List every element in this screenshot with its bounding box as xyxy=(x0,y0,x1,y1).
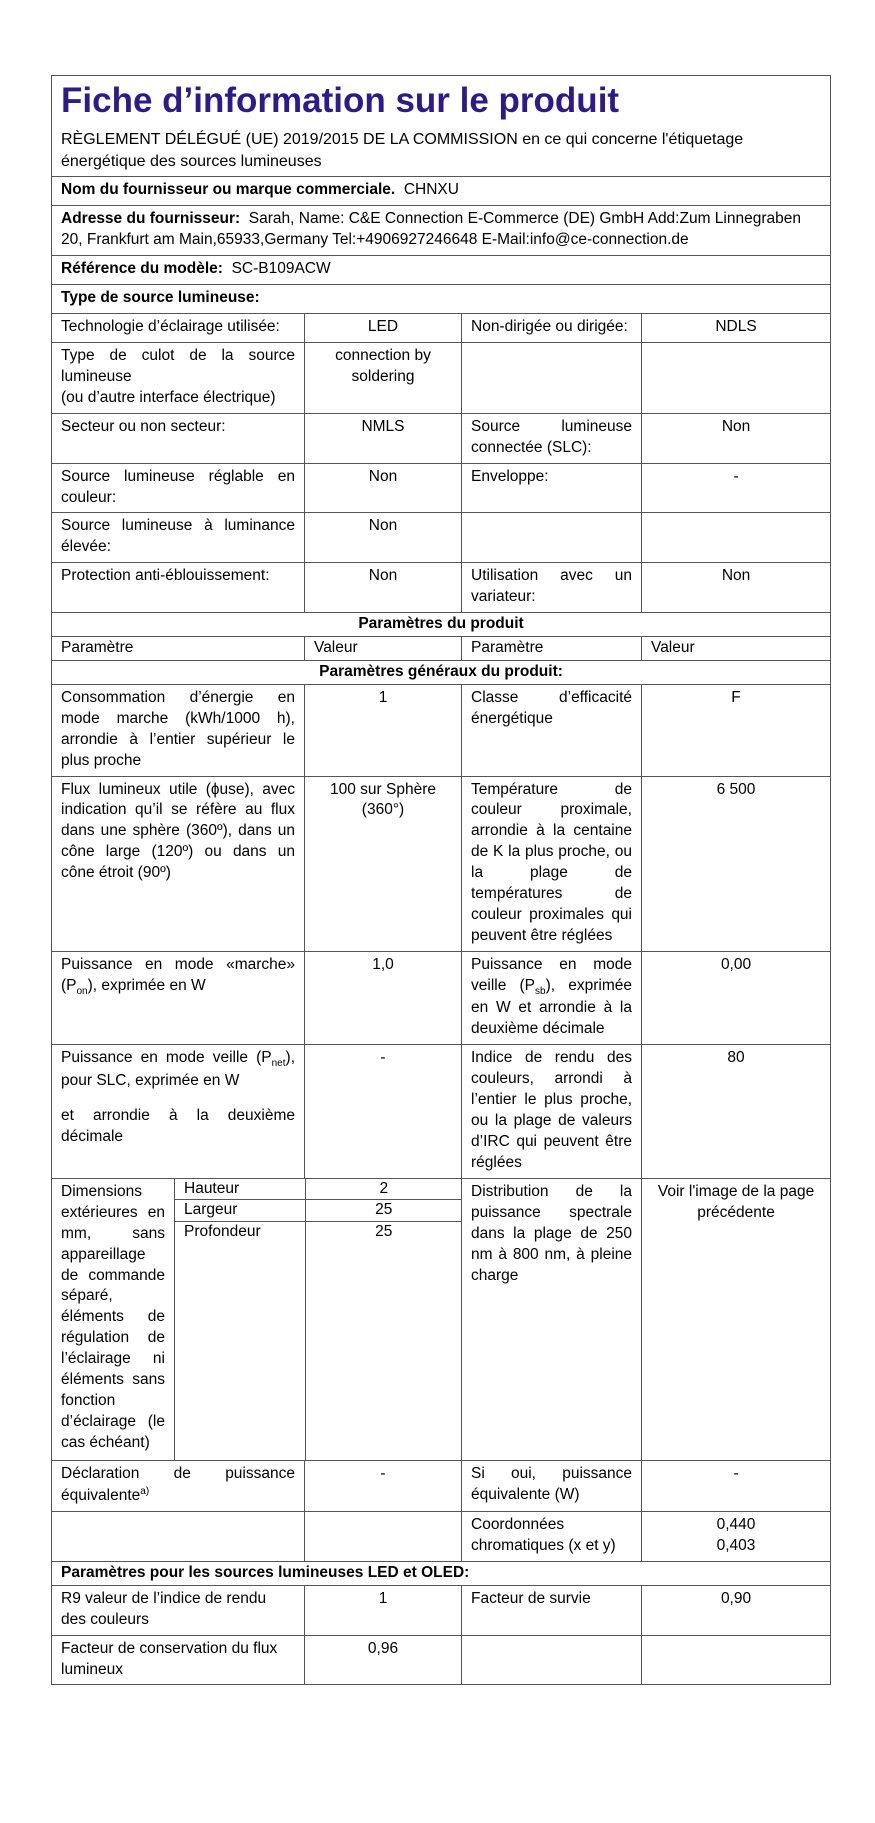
high-luminance-value: Non xyxy=(305,513,462,563)
pnet-label-text: Puissance en mode veille (P xyxy=(61,1049,272,1067)
depth-value: 25 xyxy=(375,1223,393,1241)
table-row xyxy=(52,314,831,343)
survival-factor-value: 0,90 xyxy=(642,1585,831,1635)
equivalent-power-text: Déclaration de puissance équivalente xyxy=(61,1465,295,1505)
width-label: Largeur xyxy=(175,1200,305,1222)
regulation-text: RÈGLEMENT DÉLÉGUÉ (UE) 2019/2015 DE LA COMMISSION en ce qui concerne l'étiquetage énergétique des sources lumineuses xyxy=(61,131,744,170)
pnet-label-line-2: et arrondie à la deuxième décimale xyxy=(61,1106,295,1145)
tech-value: LED xyxy=(305,314,462,343)
empty-cell xyxy=(642,513,831,563)
flux-value: 100 sur Sphère (360°) xyxy=(305,776,462,951)
cri-value: 80 xyxy=(642,1045,831,1179)
depth-label: Profondeur xyxy=(175,1222,305,1461)
equivalent-power-label xyxy=(52,1461,305,1512)
chromaticity-value xyxy=(642,1512,831,1562)
flux-label: Flux lumineux utile (ɸuse), avec indication qu’il se réfère au flux dans une sphère (360º), dans un cône large (120º) ou dans un cône étroit (90º) xyxy=(52,776,305,951)
empty-cell xyxy=(642,342,831,413)
col-header-parameter: Paramètre xyxy=(462,637,642,661)
cap-value: connection by soldering xyxy=(305,342,462,413)
led-oled-heading: Paramètres pour les sources lumineuses LED et OLED: xyxy=(52,1561,831,1585)
r9-value: 1 xyxy=(305,1585,462,1635)
supplier-address-value: Sarah, Name: C&E Connection E-Commerce (DE) GmbH Add:Zum Linnegraben 20, Frankfurt am Main,65933,Germany Tel:+4906927246648 E-Mail:info@ce-connection.de xyxy=(61,210,801,249)
empty-cell xyxy=(642,1635,831,1685)
psb-value: 0,00 xyxy=(642,951,831,1044)
cct-value: 6 500 xyxy=(642,776,831,951)
table-row xyxy=(52,1635,831,1685)
efficiency-class-label: Classe d’efficacité énergétique xyxy=(462,684,642,776)
table-row xyxy=(52,413,831,463)
equivalent-watts-value: - xyxy=(642,1461,831,1512)
pon-subscript: on xyxy=(76,985,88,997)
table-row xyxy=(52,342,831,413)
table-row xyxy=(52,1178,831,1460)
equivalent-power-footnote: a) xyxy=(140,1485,150,1497)
cct-label: Température de couleur proximale, arrondie à la centaine de K la plus proche, ou la plage de températures de couleur proximales qui peuvent être réglées xyxy=(462,776,642,951)
product-sheet-table xyxy=(51,75,831,1685)
slc-value: Non xyxy=(642,413,831,463)
table-row xyxy=(52,563,831,613)
column-header-row xyxy=(52,637,831,661)
survival-factor-label: Facteur de survie xyxy=(462,1585,642,1635)
pnet-label-unit: ), pour SLC, exprimée en W xyxy=(61,1049,295,1089)
dimensions-label: Dimensions extérieures en mm, sans appareillage de commande séparé, éléments de régulation de l’éclairage ni éléments sans fonction d’éclairage (le cas échéant) xyxy=(52,1178,175,1460)
tech-label: Technologie d’éclairage utilisée: xyxy=(52,314,305,343)
equivalent-power-value: - xyxy=(305,1461,462,1512)
page-title: Fiche d’information sur le produit xyxy=(61,81,620,120)
col-header-parameter: Paramètre xyxy=(52,637,305,661)
width-value: 25 xyxy=(305,1200,462,1222)
general-parameters-heading: Paramètres généraux du produit: xyxy=(52,660,831,684)
empty-cell xyxy=(462,513,642,563)
psb-label-unit: ), exprimée en W et arrondie à la deuxième décimale xyxy=(471,976,632,1038)
glare-label: Protection anti-éblouissement: xyxy=(52,563,305,613)
chromaticity-y: 0,403 xyxy=(716,1536,756,1554)
cap-label-note: (ou d’autre interface électrique) xyxy=(61,388,276,406)
cap-label-cell xyxy=(52,342,305,413)
pnet-subscript: net xyxy=(271,1058,286,1070)
r9-label: R9 valeur de l’indice de rendu des couleurs xyxy=(52,1585,305,1635)
table-row xyxy=(52,1585,831,1635)
pnet-label xyxy=(52,1045,305,1179)
colour-tunable-label: Source lumineuse réglable en couleur: xyxy=(52,463,305,513)
dimmer-value: Non xyxy=(642,563,831,613)
pnet-label-line-1 xyxy=(61,1048,295,1092)
empty-cell xyxy=(52,1512,305,1562)
table-row xyxy=(52,776,831,951)
cap-label: Type de culot de la source lumineuse xyxy=(61,346,295,385)
dimensions-subtable xyxy=(175,1179,462,1460)
model-label: Référence du modèle: xyxy=(61,260,223,278)
supplier-name-label: Nom du fournisseur ou marque commerciale. xyxy=(61,181,396,199)
directional-value: NDLS xyxy=(642,314,831,343)
height-label: Hauteur xyxy=(175,1179,305,1200)
table-row xyxy=(52,463,831,513)
psb-subscript: sb xyxy=(535,985,546,997)
table-row xyxy=(52,513,831,563)
product-parameters-heading: Paramètres du produit xyxy=(52,613,831,637)
col-header-value: Valeur xyxy=(642,637,831,661)
dimensions-subtable-cell xyxy=(175,1178,462,1460)
energy-label: Consommation d’énergie en mode marche (kWh/1000 h), arrondie à l’entier supérieur le plus proche xyxy=(52,684,305,776)
spectral-value: Voir l'image de la page précédente xyxy=(642,1178,831,1460)
envelope-value: - xyxy=(642,463,831,513)
model-row xyxy=(52,256,831,285)
table-row xyxy=(52,1461,831,1512)
cri-label: Indice de rendu des couleurs, arrondi à l’entier le plus proche, ou la plage de valeurs d’IRC qui peuvent être réglées xyxy=(462,1045,642,1179)
empty-cell xyxy=(305,1512,462,1562)
table-row xyxy=(175,1200,462,1222)
chromaticity-x: 0,440 xyxy=(716,1516,756,1534)
header-cell xyxy=(52,76,831,177)
mains-label: Secteur ou non secteur: xyxy=(52,413,305,463)
supplier-name-row xyxy=(52,177,831,206)
efficiency-class-value: F xyxy=(642,684,831,776)
colour-tunable-value: Non xyxy=(305,463,462,513)
equivalent-watts-label: Si oui, puissance équivalente (W) xyxy=(462,1461,642,1512)
table-row xyxy=(175,1222,462,1461)
dimmer-label: Utilisation avec un variateur: xyxy=(462,563,642,613)
table-row xyxy=(175,1179,462,1200)
mains-value: NMLS xyxy=(305,413,462,463)
table-row xyxy=(52,1045,831,1179)
lumen-maintenance-value: 0,96 xyxy=(305,1635,462,1685)
directional-label: Non-dirigée ou dirigée: xyxy=(462,314,642,343)
model-value: SC-B109ACW xyxy=(231,260,331,278)
supplier-name-value: CHNXU xyxy=(403,181,459,199)
table-row xyxy=(52,684,831,776)
supplier-address-label: Adresse du fournisseur: xyxy=(61,210,241,228)
glare-value: Non xyxy=(305,563,462,613)
chromaticity-label: Coordonnées chromatiques (x et y) xyxy=(462,1512,642,1562)
table-row xyxy=(52,1512,831,1562)
col-header-value: Valeur xyxy=(305,637,462,661)
empty-cell xyxy=(462,1635,642,1685)
lumen-maintenance-label: Facteur de conservation du flux lumineux xyxy=(52,1635,305,1685)
supplier-address-row xyxy=(52,206,831,256)
product-information-sheet xyxy=(51,75,830,1685)
slc-label: Source lumineuse connectée (SLC): xyxy=(462,413,642,463)
spectral-label: Distribution de la puissance spectrale dans la plage de 250 nm à 800 nm, à pleine charge xyxy=(462,1178,642,1460)
light-source-type-heading: Type de source lumineuse: xyxy=(52,285,831,314)
high-luminance-label: Source lumineuse à luminance élevée: xyxy=(52,513,305,563)
pon-label-unit: ), exprimée en W xyxy=(87,976,206,994)
envelope-label: Enveloppe: xyxy=(462,463,642,513)
psb-label-text: Puissance en mode veille (P xyxy=(471,955,632,994)
height-value: 2 xyxy=(305,1179,462,1200)
pon-value: 1,0 xyxy=(305,951,462,1044)
table-row xyxy=(52,951,831,1044)
psb-label xyxy=(462,951,642,1044)
pnet-value: - xyxy=(305,1045,462,1179)
energy-value: 1 xyxy=(305,684,462,776)
pon-label-text: Puissance en mode «marche» (P xyxy=(61,955,295,994)
empty-cell xyxy=(462,342,642,413)
pon-label xyxy=(52,951,305,1044)
